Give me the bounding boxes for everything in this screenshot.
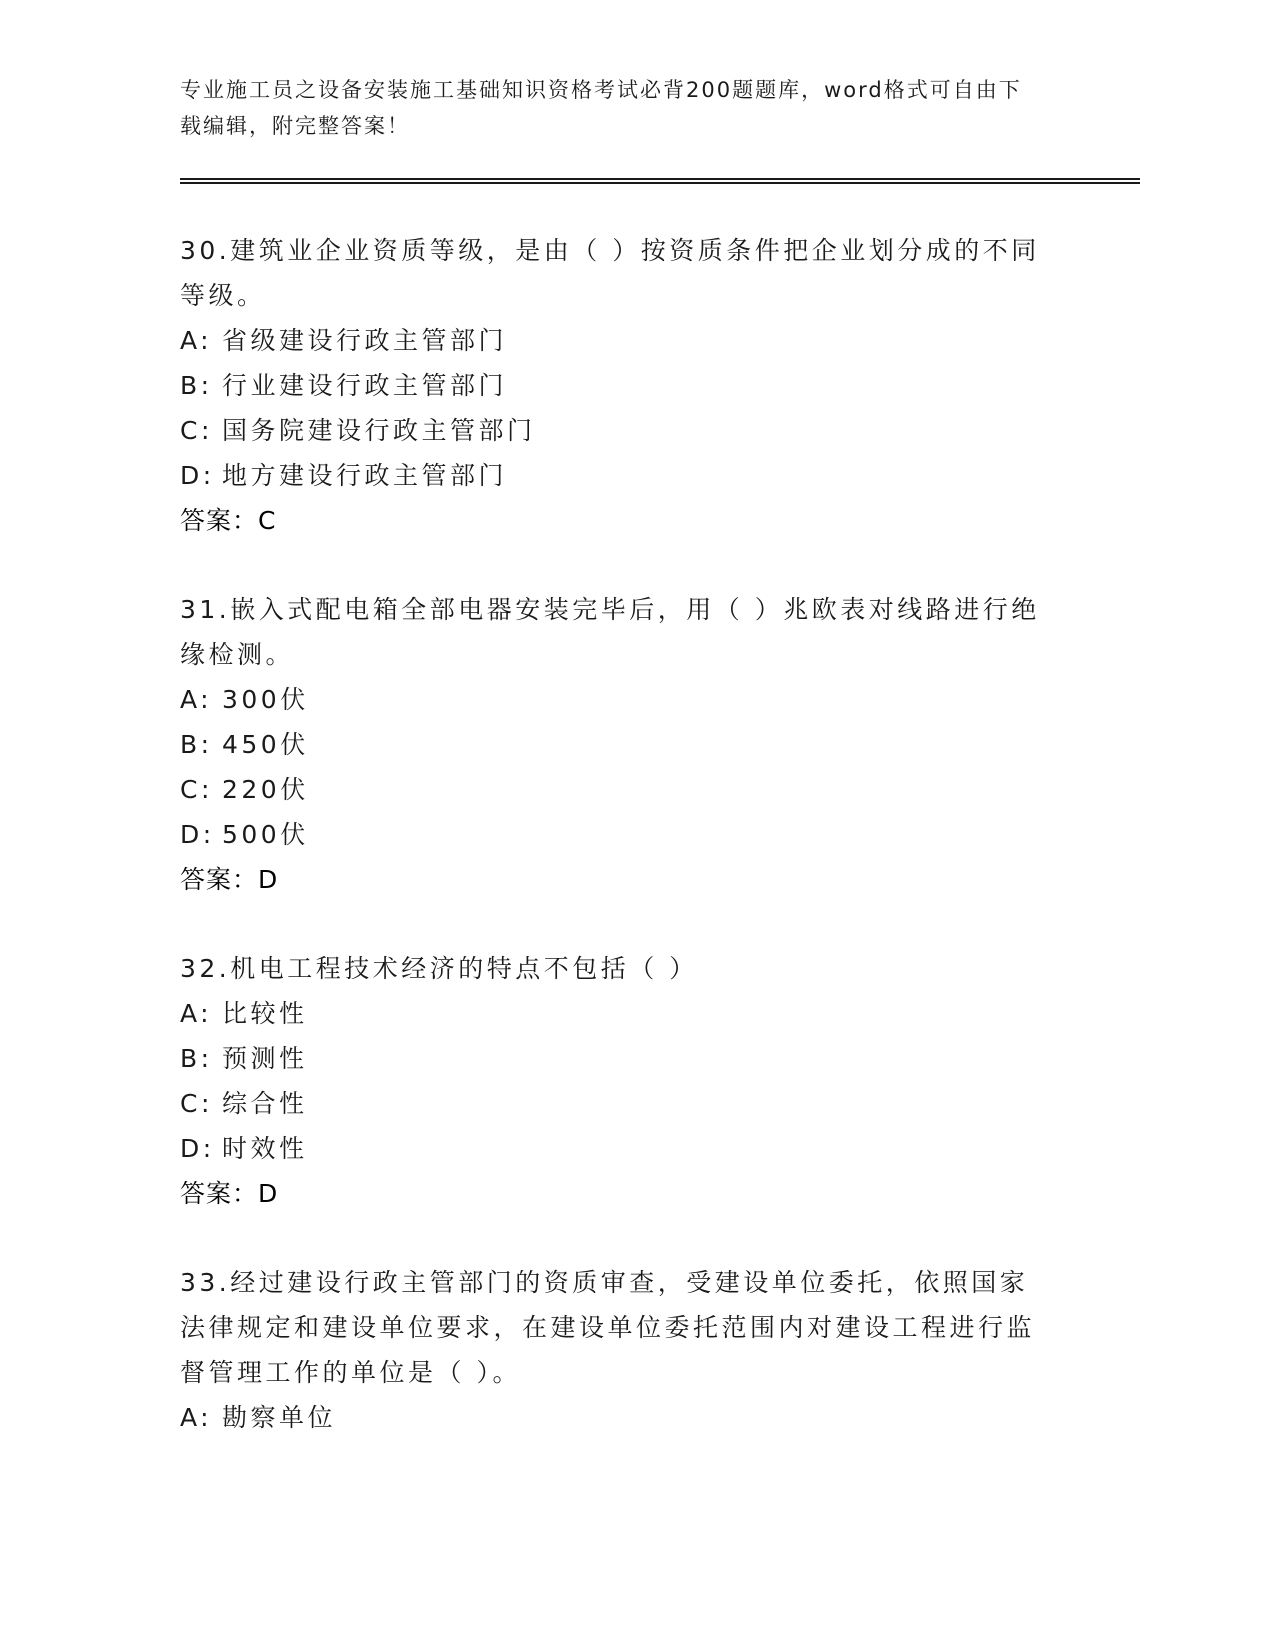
option-text: 220伏: [222, 775, 309, 804]
question-30: [180, 228, 1140, 543]
option-text: 500伏: [222, 820, 309, 849]
question-text: 31.嵌入式配电箱全部电器安装完毕后，用（ ）兆欧表对线路进行绝缘检测。: [180, 595, 1040, 669]
document-intro: 专业施工员之设备安装施工基础知识资格考试必背200题题库，word格式可自由下载编辑，附完整答案！: [180, 78, 1022, 138]
option-key: A:: [180, 685, 213, 714]
option-text: 比较性: [222, 999, 308, 1028]
question-31: [180, 587, 1140, 902]
option-key: A:: [180, 999, 213, 1028]
question-list: [180, 228, 1140, 1440]
option-c: [180, 767, 1140, 812]
option-d: [180, 812, 1140, 857]
option-text: 勘察单位: [222, 1403, 337, 1432]
option-key: C:: [180, 1089, 213, 1118]
option-c: [180, 408, 1140, 453]
option-d: [180, 453, 1140, 498]
option-a: [180, 1395, 1140, 1440]
answer-line: 答案：D: [180, 865, 279, 894]
option-key: D:: [180, 461, 215, 490]
option-text: 行业建设行政主管部门: [222, 371, 508, 400]
option-key: D:: [180, 820, 215, 849]
option-a: [180, 318, 1140, 363]
option-key: C:: [180, 775, 213, 804]
option-key: D:: [180, 1134, 215, 1163]
option-key: C:: [180, 416, 213, 445]
option-b: [180, 363, 1140, 408]
question-text: 33.经过建设行政主管部门的资质审查，受建设单位委托，依照国家法律规定和建设单位要求，在建设单位委托范围内对建设工程进行监督管理工作的单位是（ ）。: [180, 1268, 1036, 1387]
option-d: [180, 1126, 1140, 1171]
question-text: 30.建筑业企业资质等级，是由（ ）按资质条件把企业划分成的不同等级。: [180, 236, 1040, 310]
option-a: [180, 677, 1140, 722]
option-key: B:: [180, 730, 213, 759]
option-text: 国务院建设行政主管部门: [222, 416, 536, 445]
option-key: B:: [180, 371, 213, 400]
answer-line: 答案：C: [180, 506, 277, 535]
option-key: A:: [180, 1403, 213, 1432]
option-text: 地方建设行政主管部门: [222, 461, 508, 490]
answer-line: 答案：D: [180, 1179, 279, 1208]
option-key: B:: [180, 1044, 213, 1073]
question-33: [180, 1260, 1140, 1440]
header-double-rule: [180, 178, 1140, 184]
option-key: A:: [180, 326, 213, 355]
option-b: [180, 722, 1140, 767]
question-32: [180, 946, 1140, 1216]
option-b: [180, 1036, 1140, 1081]
option-text: 省级建设行政主管部门: [222, 326, 508, 355]
document-page: [180, 72, 1140, 1484]
option-text: 预测性: [222, 1044, 308, 1073]
question-text: 32.机电工程技术经济的特点不包括（ ）: [180, 954, 698, 983]
option-text: 450伏: [222, 730, 309, 759]
option-text: 时效性: [222, 1134, 308, 1163]
option-a: [180, 991, 1140, 1036]
option-text: 综合性: [222, 1089, 308, 1118]
option-c: [180, 1081, 1140, 1126]
option-text: 300伏: [222, 685, 309, 714]
